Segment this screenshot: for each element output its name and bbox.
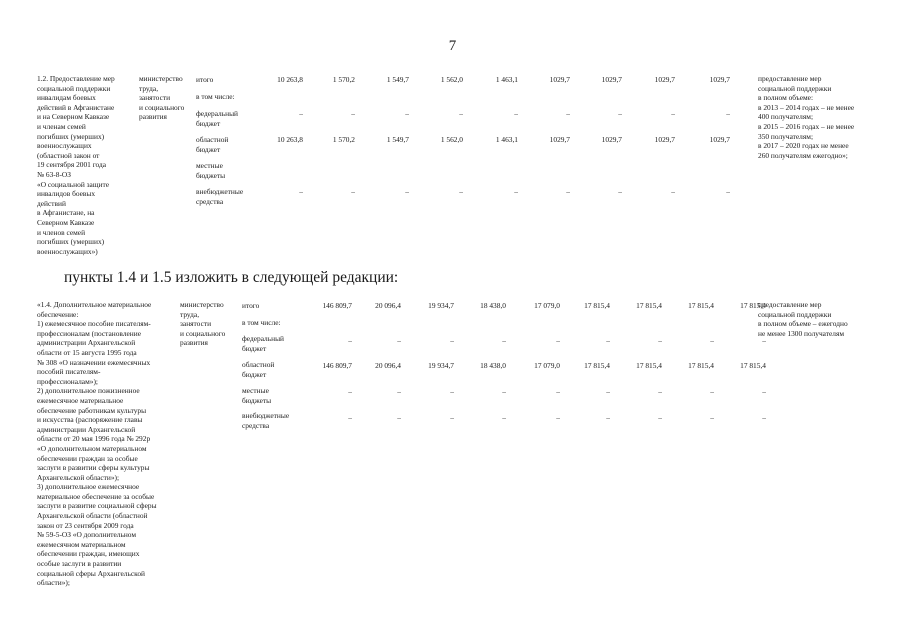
total-values-1-2-cell: 1 549,7 bbox=[386, 75, 409, 84]
extrabudget-values-1-4-cell: – bbox=[606, 413, 610, 422]
regional-values-1-4-cell: 17 815,4 bbox=[584, 361, 610, 370]
federal-values-1-4-cell: – bbox=[502, 336, 506, 345]
source-extrabudget-1-2: внебюджетные средства bbox=[196, 187, 244, 206]
extrabudget-values-1-4-cell: – bbox=[397, 413, 401, 422]
total-values-1-2-cell: 1029,7 bbox=[654, 75, 675, 84]
measure-name-1-2: 1.2. Предоставление мер социальной поддержки инвалидам боевых действий в Афганистане и на Северном Кавказе и членам семей погибших (умерших) военнослужащих (областной закон от 19 сентября 2001 года № 63-8-ОЗ «О социальной защите инвалидов боевых действий в Афганистане, на Северном Кавказе и членов семей погибших (умерших) военнослужащих») bbox=[37, 74, 115, 256]
source-regional-1-4: областной бюджет bbox=[242, 360, 275, 379]
total-values-1-2-cell: 1 463,1 bbox=[495, 75, 518, 84]
source-including-1-4: в том числе: bbox=[242, 318, 281, 327]
regional-values-1-4-cell: 17 815,4 bbox=[740, 361, 766, 370]
source-total-1-4: итого bbox=[242, 301, 260, 310]
extrabudget-values-1-2-cell: – bbox=[726, 187, 730, 196]
federal-values-1-2-cell: – bbox=[618, 109, 622, 118]
regional-values-1-2-cell: 1 562,0 bbox=[440, 135, 463, 144]
regional-values-1-2-cell: 1 570,2 bbox=[332, 135, 355, 144]
federal-values-1-2-cell: – bbox=[671, 109, 675, 118]
federal-values-1-2-cell: – bbox=[514, 109, 518, 118]
expected-result-1-2: предоставление мер социальной поддержки в полном объеме: в 2013 – 2014 годах – не менее 400 получателям; в 2015 – 2016 годах – не менее 350 получателям; в 2017 – 2020 годах не менее 260 получателям ежегодно»; bbox=[758, 74, 855, 160]
total-values-1-4-cell: 146 809,7 bbox=[322, 301, 352, 310]
regional-values-1-4-cell: 19 934,7 bbox=[428, 361, 454, 370]
total-values-1-2-cell: 1029,7 bbox=[709, 75, 730, 84]
page-number: 7 bbox=[448, 38, 457, 54]
local-values-1-4-cell: – bbox=[502, 387, 506, 396]
extrabudget-values-1-4-cell: – bbox=[710, 413, 714, 422]
extrabudget-values-1-2-cell: – bbox=[405, 187, 409, 196]
local-values-1-4-cell: – bbox=[348, 387, 352, 396]
total-values-1-4-cell: 17 815,4 bbox=[584, 301, 610, 310]
executor-1-4: министерство труда, занятости и социального развития bbox=[180, 300, 226, 348]
extrabudget-values-1-4-cell: – bbox=[762, 413, 766, 422]
federal-values-1-4-cell: – bbox=[450, 336, 454, 345]
source-including-1-2: в том числе: bbox=[196, 92, 235, 101]
federal-values-1-4-cell: – bbox=[658, 336, 662, 345]
regional-values-1-2-cell: 1029,7 bbox=[654, 135, 675, 144]
total-values-1-2-cell: 1029,7 bbox=[549, 75, 570, 84]
extrabudget-values-1-4-cell: – bbox=[450, 413, 454, 422]
extrabudget-values-1-4-cell: – bbox=[556, 413, 560, 422]
regional-values-1-2-cell: 1029,7 bbox=[549, 135, 570, 144]
total-values-1-2-cell: 10 263,8 bbox=[277, 75, 303, 84]
federal-values-1-4-cell: – bbox=[397, 336, 401, 345]
total-values-1-2-cell: 1029,7 bbox=[601, 75, 622, 84]
extrabudget-values-1-2-cell: – bbox=[566, 187, 570, 196]
regional-values-1-4-cell: 17 815,4 bbox=[688, 361, 714, 370]
regional-values-1-2-cell: 10 263,8 bbox=[277, 135, 303, 144]
extrabudget-values-1-2-cell: – bbox=[618, 187, 622, 196]
regional-values-1-4-cell: 146 809,7 bbox=[322, 361, 352, 370]
local-values-1-4-cell: – bbox=[762, 387, 766, 396]
regional-values-1-4-cell: 18 438,0 bbox=[480, 361, 506, 370]
federal-values-1-2-cell: – bbox=[566, 109, 570, 118]
total-values-1-4-cell: 17 815,4 bbox=[688, 301, 714, 310]
total-values-1-4-cell: 17 815,4 bbox=[740, 301, 766, 310]
federal-values-1-4-cell: – bbox=[606, 336, 610, 345]
regional-values-1-2-cell: 1 549,7 bbox=[386, 135, 409, 144]
total-values-1-2-cell: 1 562,0 bbox=[440, 75, 463, 84]
local-values-1-4-cell: – bbox=[397, 387, 401, 396]
extrabudget-values-1-2-cell: – bbox=[299, 187, 303, 196]
federal-values-1-4-cell: – bbox=[348, 336, 352, 345]
federal-values-1-2-cell: – bbox=[726, 109, 730, 118]
federal-values-1-4-cell: – bbox=[710, 336, 714, 345]
source-extrabudget-1-4: внебюджетные средства bbox=[242, 411, 290, 430]
extrabudget-values-1-4-cell: – bbox=[502, 413, 506, 422]
local-values-1-4-cell: – bbox=[658, 387, 662, 396]
federal-values-1-2-cell: – bbox=[351, 109, 355, 118]
regional-values-1-4-cell: 20 096,4 bbox=[375, 361, 401, 370]
federal-values-1-2-cell: – bbox=[299, 109, 303, 118]
local-values-1-4-cell: – bbox=[450, 387, 454, 396]
section-heading: пункты 1.4 и 1.5 изложить в следующей редакции: bbox=[64, 269, 399, 286]
total-values-1-4-cell: 19 934,7 bbox=[428, 301, 454, 310]
local-values-1-4-cell: – bbox=[556, 387, 560, 396]
total-values-1-4-cell: 18 438,0 bbox=[480, 301, 506, 310]
extrabudget-values-1-2-cell: – bbox=[351, 187, 355, 196]
source-local-1-4: местные бюджеты bbox=[242, 386, 272, 405]
source-regional-1-2: областной бюджет bbox=[196, 135, 229, 154]
local-values-1-4-cell: – bbox=[606, 387, 610, 396]
total-values-1-2-cell: 1 570,2 bbox=[332, 75, 355, 84]
local-values-1-4-cell: – bbox=[710, 387, 714, 396]
regional-values-1-4-cell: 17 815,4 bbox=[636, 361, 662, 370]
extrabudget-values-1-2-cell: – bbox=[514, 187, 518, 196]
total-values-1-4-cell: 17 079,0 bbox=[534, 301, 560, 310]
extrabudget-values-1-2-cell: – bbox=[459, 187, 463, 196]
source-federal-1-4: федеральный бюджет bbox=[242, 334, 284, 353]
executor-1-2: министерство труда, занятости и социального развития bbox=[139, 74, 185, 122]
regional-values-1-2-cell: 1029,7 bbox=[709, 135, 730, 144]
regional-values-1-4-cell: 17 079,0 bbox=[534, 361, 560, 370]
expected-result-1-4: предоставление мер социальной поддержки в полном объеме – ежегодно не менее 1300 получателям bbox=[758, 300, 848, 338]
federal-values-1-2-cell: – bbox=[459, 109, 463, 118]
regional-values-1-2-cell: 1 463,1 bbox=[495, 135, 518, 144]
source-local-1-2: местные бюджеты bbox=[196, 161, 226, 180]
federal-values-1-4-cell: – bbox=[556, 336, 560, 345]
extrabudget-values-1-2-cell: – bbox=[671, 187, 675, 196]
extrabudget-values-1-4-cell: – bbox=[348, 413, 352, 422]
extrabudget-values-1-4-cell: – bbox=[658, 413, 662, 422]
source-federal-1-2: федеральный бюджет bbox=[196, 109, 238, 128]
federal-values-1-4-cell: – bbox=[762, 336, 766, 345]
regional-values-1-2-cell: 1029,7 bbox=[601, 135, 622, 144]
source-total-1-2: итого bbox=[196, 75, 214, 84]
measure-name-1-4: «1.4. Дополнительное материальное обеспечение: 1) ежемесячное пособие писателям- профессионалам (постановление администрации Архангельской области от 15 августа 1995 года № 308 «О назначении ежемесячных пособий писателям- профессионалам»); 2) дополнительное пожизненное ежемесячное материальное обеспечение работникам культуры и искусства (распоряжение главы администрации Архангельской области от 20 мая 1996 года № 292р «О дополнительном материальном обеспечении граждан за особые заслуги в развитии сферы культуры Архангельской области»); 3) дополнительное ежемесячное материальное обеспечение за особые заслуги в развитие социальной сферы Архангельской области (областной закон от 23 сентября 2009 года № 59-5-ОЗ «О дополнительном ежемесячном материальном обеспечении граждан, имеющих особые заслуги в развитии социальной сферы Архангельской области»); bbox=[37, 300, 157, 588]
total-values-1-4-cell: 20 096,4 bbox=[375, 301, 401, 310]
federal-values-1-2-cell: – bbox=[405, 109, 409, 118]
total-values-1-4-cell: 17 815,4 bbox=[636, 301, 662, 310]
